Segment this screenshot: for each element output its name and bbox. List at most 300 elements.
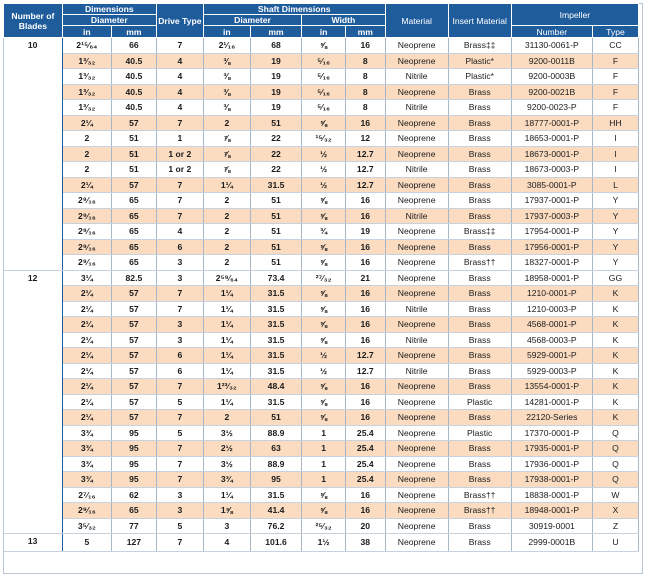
width-mm-cell: 16 (346, 503, 386, 519)
header-impeller: Impeller (511, 4, 638, 26)
material-cell: Nitrile (385, 208, 448, 224)
width-mm-cell: 16 (346, 317, 386, 333)
table-row (4, 131, 639, 147)
shaft-diameter-mm-cell: 31.5 (250, 286, 301, 302)
diameter-in-cell: 2⁹⁄₁₆ (62, 239, 111, 255)
shaft-diameter-mm-cell: 51 (250, 115, 301, 131)
shaft-diameter-mm-cell: 68 (250, 38, 301, 54)
table-row (4, 84, 639, 100)
table-row (4, 410, 639, 426)
drive-type-cell: 4 (156, 224, 203, 240)
shaft-diameter-in-cell: 1¼ (203, 348, 250, 364)
drive-type-cell: 3 (156, 317, 203, 333)
drive-type-cell: 4 (156, 84, 203, 100)
width-in-cell: ⅝ (302, 503, 346, 519)
impeller-type-cell: K (592, 394, 638, 410)
impeller-number-cell: 1210-0001-P (511, 286, 592, 302)
blade-count-cell: 12 (4, 270, 63, 534)
width-in-cell: 1 (302, 441, 346, 457)
shaft-diameter-in-cell: 2 (203, 208, 250, 224)
diameter-mm-cell: 65 (111, 239, 156, 255)
header-width-in: in (302, 26, 346, 38)
width-in-cell: ½ (302, 363, 346, 379)
table-row (4, 441, 639, 457)
shaft-diameter-mm-cell: 22 (250, 131, 301, 147)
diameter-mm-cell: 65 (111, 208, 156, 224)
table-row (4, 177, 639, 193)
shaft-diameter-mm-cell: 31.5 (250, 332, 301, 348)
impeller-number-cell: 9200-0023-P (511, 100, 592, 116)
impeller-type-cell: Y (592, 239, 638, 255)
drive-type-cell: 5 (156, 394, 203, 410)
impeller-number-cell: 4568-0001-P (511, 317, 592, 333)
drive-type-cell: 5 (156, 425, 203, 441)
diameter-in-cell: 3¾ (62, 441, 111, 457)
shaft-diameter-in-cell: ⅞ (203, 146, 250, 162)
impeller-number-cell: 18948-0001-P (511, 503, 592, 519)
shaft-diameter-mm-cell: 63 (250, 441, 301, 457)
width-mm-cell: 16 (346, 208, 386, 224)
drive-type-cell: 5 (156, 518, 203, 534)
impeller-number-cell: 17936-0001-P (511, 456, 592, 472)
material-cell: Neoprene (385, 472, 448, 488)
diameter-mm-cell: 57 (111, 348, 156, 364)
insert-material-cell: Brass (448, 177, 511, 193)
diameter-in-cell: 2 (62, 131, 111, 147)
table-row (4, 534, 639, 552)
width-in-cell: ⅝ (302, 115, 346, 131)
impeller-type-cell: K (592, 363, 638, 379)
impeller-number-cell: 9200-0011B (511, 53, 592, 69)
drive-type-cell: 6 (156, 363, 203, 379)
impeller-number-cell: 18653-0001-P (511, 131, 592, 147)
impeller-type-cell: K (592, 332, 638, 348)
table-row (4, 286, 639, 302)
impeller-number-cell: 3085-0001-P (511, 177, 592, 193)
material-cell: Neoprene (385, 487, 448, 503)
width-mm-cell: 12 (346, 131, 386, 147)
width-in-cell: ¹⁵⁄₃₂ (302, 131, 346, 147)
header-width: Width (302, 15, 385, 26)
material-cell: Neoprene (385, 255, 448, 271)
material-cell: Neoprene (385, 53, 448, 69)
impeller-number-cell: 18838-0001-P (511, 487, 592, 503)
table-row (4, 100, 639, 116)
width-in-cell: ⅝ (302, 487, 346, 503)
diameter-in-cell: 3¾ (62, 425, 111, 441)
width-in-cell: ⅝ (302, 410, 346, 426)
insert-material-cell: Plastic* (448, 69, 511, 85)
drive-type-cell: 7 (156, 456, 203, 472)
blade-count-cell: 10 (4, 38, 63, 271)
diameter-in-cell: 2⁹⁄₁₆ (62, 255, 111, 271)
impeller-number-cell: 18673-0003-P (511, 162, 592, 178)
shaft-diameter-mm-cell: 19 (250, 53, 301, 69)
diameter-in-cell: 2¼ (62, 410, 111, 426)
insert-material-cell: Brass‡‡ (448, 224, 511, 240)
drive-type-cell: 7 (156, 115, 203, 131)
width-in-cell: 1 (302, 456, 346, 472)
diameter-mm-cell: 40.5 (111, 100, 156, 116)
shaft-diameter-mm-cell: 22 (250, 146, 301, 162)
material-cell: Neoprene (385, 503, 448, 519)
diameter-in-cell: 2¼ (62, 363, 111, 379)
diameter-mm-cell: 95 (111, 441, 156, 457)
diameter-mm-cell: 57 (111, 410, 156, 426)
diameter-in-cell: 2¹⁵⁄₆₄ (62, 38, 111, 54)
width-in-cell: ⁵⁄₁₆ (302, 53, 346, 69)
width-mm-cell: 20 (346, 518, 386, 534)
diameter-in-cell: 2¼ (62, 394, 111, 410)
shaft-diameter-in-cell: 1¼ (203, 487, 250, 503)
width-mm-cell: 19 (346, 224, 386, 240)
width-in-cell: ⅝ (302, 38, 346, 54)
impeller-type-cell: Q (592, 425, 638, 441)
impeller-type-cell: K (592, 317, 638, 333)
drive-type-cell: 7 (156, 38, 203, 54)
shaft-diameter-mm-cell: 31.5 (250, 363, 301, 379)
impeller-type-cell: Y (592, 224, 638, 240)
material-cell: Neoprene (385, 394, 448, 410)
drive-type-cell: 7 (156, 177, 203, 193)
shaft-diameter-mm-cell: 19 (250, 100, 301, 116)
impeller-number-cell: 17370-0001-P (511, 425, 592, 441)
diameter-mm-cell: 51 (111, 131, 156, 147)
impeller-type-cell: GG (592, 270, 638, 286)
drive-type-cell: 6 (156, 348, 203, 364)
material-cell: Nitrile (385, 301, 448, 317)
diameter-mm-cell: 51 (111, 146, 156, 162)
impeller-type-cell: Y (592, 193, 638, 209)
insert-material-cell: Brass (448, 162, 511, 178)
material-cell: Neoprene (385, 410, 448, 426)
material-cell: Neoprene (385, 146, 448, 162)
table-header (4, 4, 639, 38)
insert-material-cell: Brass (448, 363, 511, 379)
shaft-diameter-mm-cell: 31.5 (250, 177, 301, 193)
drive-type-cell: 1 or 2 (156, 146, 203, 162)
impeller-number-cell: 9200-0021B (511, 84, 592, 100)
drive-type-cell: 4 (156, 53, 203, 69)
shaft-diameter-mm-cell: 48.4 (250, 379, 301, 395)
insert-material-cell: Brass†† (448, 255, 511, 271)
impeller-type-cell: U (592, 534, 638, 552)
diameter-in-cell: 5 (62, 534, 111, 552)
impeller-type-cell: HH (592, 115, 638, 131)
shaft-diameter-in-cell: 1⅝ (203, 503, 250, 519)
width-in-cell: ⅝ (302, 301, 346, 317)
insert-material-cell: Plastic (448, 394, 511, 410)
width-mm-cell: 16 (346, 301, 386, 317)
width-mm-cell: 16 (346, 255, 386, 271)
table-row (4, 317, 639, 333)
impeller-type-cell: F (592, 100, 638, 116)
width-in-cell: ⅝ (302, 332, 346, 348)
width-mm-cell: 38 (346, 534, 386, 552)
impeller-number-cell: 14281-0001-P (511, 394, 592, 410)
impeller-number-cell: 18673-0001-P (511, 146, 592, 162)
shaft-diameter-in-cell: 3½ (203, 456, 250, 472)
impeller-number-cell: 5929-0001-P (511, 348, 592, 364)
header-insert-material: Insert Material (448, 4, 511, 38)
shaft-diameter-mm-cell: 51 (250, 224, 301, 240)
shaft-diameter-in-cell: ⅞ (203, 131, 250, 147)
shaft-diameter-mm-cell: 101.6 (250, 534, 301, 552)
shaft-diameter-in-cell: 1¼ (203, 286, 250, 302)
impeller-type-cell: K (592, 379, 638, 395)
drive-type-cell: 7 (156, 379, 203, 395)
material-cell: Neoprene (385, 379, 448, 395)
impeller-number-cell: 30919-0001 (511, 518, 592, 534)
diameter-mm-cell: 95 (111, 472, 156, 488)
shaft-diameter-mm-cell: 31.5 (250, 394, 301, 410)
impeller-number-cell: 4568-0003-P (511, 332, 592, 348)
insert-material-cell: Brass (448, 115, 511, 131)
diameter-mm-cell: 65 (111, 224, 156, 240)
drive-type-cell: 7 (156, 193, 203, 209)
diameter-in-cell: 1³⁄₃₂ (62, 69, 111, 85)
shaft-diameter-in-cell: 2 (203, 224, 250, 240)
width-in-cell: ¾ (302, 224, 346, 240)
diameter-mm-cell: 57 (111, 363, 156, 379)
impeller-type-cell: I (592, 131, 638, 147)
diameter-mm-cell: 95 (111, 456, 156, 472)
table-row (4, 239, 639, 255)
impeller-number-cell: 18327-0001-P (511, 255, 592, 271)
diameter-in-cell: 1³⁄₃₂ (62, 84, 111, 100)
diameter-mm-cell: 51 (111, 162, 156, 178)
table-body (4, 38, 639, 552)
shaft-diameter-in-cell: 2⁵⁹⁄₆₄ (203, 270, 250, 286)
shaft-diameter-in-cell: 3½ (203, 425, 250, 441)
width-mm-cell: 21 (346, 270, 386, 286)
width-in-cell: ²⁷⁄₃₂ (302, 270, 346, 286)
drive-type-cell: 7 (156, 441, 203, 457)
diameter-in-cell: 2¼ (62, 115, 111, 131)
width-mm-cell: 16 (346, 38, 386, 54)
shaft-diameter-in-cell: 2 (203, 239, 250, 255)
header-width-mm: mm (346, 26, 386, 38)
impeller-type-cell: K (592, 301, 638, 317)
insert-material-cell: Brass (448, 146, 511, 162)
insert-material-cell: Brass†† (448, 487, 511, 503)
diameter-in-cell: 2 (62, 146, 111, 162)
table-row (4, 487, 639, 503)
impeller-number-cell: 1210-0003-P (511, 301, 592, 317)
drive-type-cell: 3 (156, 332, 203, 348)
diameter-mm-cell: 82.5 (111, 270, 156, 286)
table-row (4, 332, 639, 348)
header-shaft-mm: mm (250, 26, 301, 38)
header-number-of-blades: Number of Blades (4, 4, 63, 38)
width-in-cell: ²⁵⁄₃₂ (302, 518, 346, 534)
diameter-in-cell: 3¾ (62, 456, 111, 472)
shaft-diameter-mm-cell: 19 (250, 84, 301, 100)
diameter-mm-cell: 95 (111, 425, 156, 441)
insert-material-cell: Brass (448, 379, 511, 395)
impeller-type-cell: K (592, 348, 638, 364)
material-cell: Neoprene (385, 534, 448, 552)
impeller-type-cell: Q (592, 456, 638, 472)
insert-material-cell: Brass (448, 348, 511, 364)
diameter-in-cell: 2¼ (62, 379, 111, 395)
shaft-diameter-in-cell: 3¾ (203, 472, 250, 488)
impeller-number-cell: 13554-0001-P (511, 379, 592, 395)
diameter-mm-cell: 57 (111, 301, 156, 317)
shaft-diameter-in-cell: 2½ (203, 441, 250, 457)
width-in-cell: ⅝ (302, 239, 346, 255)
shaft-diameter-in-cell: 2 (203, 115, 250, 131)
insert-material-cell: Brass (448, 131, 511, 147)
material-cell: Nitrile (385, 162, 448, 178)
insert-material-cell: Brass (448, 193, 511, 209)
diameter-in-cell: 2¼ (62, 317, 111, 333)
table-row (4, 146, 639, 162)
table-row (4, 518, 639, 534)
width-mm-cell: 8 (346, 53, 386, 69)
diameter-in-cell: 2¼ (62, 348, 111, 364)
shaft-diameter-in-cell: ⅞ (203, 162, 250, 178)
drive-type-cell: 3 (156, 503, 203, 519)
diameter-mm-cell: 65 (111, 503, 156, 519)
impeller-type-cell: Q (592, 472, 638, 488)
table-row (4, 456, 639, 472)
impeller-type-cell: CC (592, 38, 638, 54)
drive-type-cell: 3 (156, 255, 203, 271)
insert-material-cell: Brass (448, 84, 511, 100)
header-impeller-number: Number (511, 26, 592, 38)
shaft-diameter-in-cell: 1¼ (203, 363, 250, 379)
diameter-in-cell: 2⁹⁄₁₆ (62, 208, 111, 224)
shaft-diameter-mm-cell: 88.9 (250, 425, 301, 441)
impeller-number-cell: 9200-0003B (511, 69, 592, 85)
table-row (4, 38, 639, 54)
shaft-diameter-mm-cell: 41.4 (250, 503, 301, 519)
material-cell: Neoprene (385, 38, 448, 54)
width-mm-cell: 12.7 (346, 363, 386, 379)
diameter-mm-cell: 65 (111, 255, 156, 271)
insert-material-cell: Brass (448, 270, 511, 286)
width-mm-cell: 16 (346, 394, 386, 410)
diameter-mm-cell: 57 (111, 177, 156, 193)
material-cell: Neoprene (385, 441, 448, 457)
drive-type-cell: 7 (156, 301, 203, 317)
diameter-mm-cell: 127 (111, 534, 156, 552)
diameter-in-cell: 2⁹⁄₁₆ (62, 224, 111, 240)
drive-type-cell: 3 (156, 487, 203, 503)
header-impeller-type: Type (592, 26, 638, 38)
width-in-cell: ⅝ (302, 255, 346, 271)
impeller-type-cell: Z (592, 518, 638, 534)
width-mm-cell: 8 (346, 100, 386, 116)
shaft-diameter-in-cell: 1¼ (203, 332, 250, 348)
header-shaft-dimensions: Shaft Dimensions (203, 4, 385, 15)
header-material: Material (385, 4, 448, 38)
material-cell: Neoprene (385, 348, 448, 364)
shaft-diameter-mm-cell: 31.5 (250, 487, 301, 503)
width-in-cell: ⅝ (302, 208, 346, 224)
width-mm-cell: 12.7 (346, 177, 386, 193)
insert-material-cell: Brass (448, 534, 511, 552)
width-mm-cell: 16 (346, 410, 386, 426)
shaft-diameter-mm-cell: 51 (250, 255, 301, 271)
material-cell: Nitrile (385, 363, 448, 379)
drive-type-cell: 7 (156, 472, 203, 488)
width-in-cell: ⁵⁄₁₆ (302, 69, 346, 85)
impeller-type-cell: I (592, 162, 638, 178)
insert-material-cell: Brass (448, 208, 511, 224)
impeller-number-cell: 31130-0061-P (511, 38, 592, 54)
impeller-type-cell: I (592, 146, 638, 162)
shaft-diameter-in-cell: ⅜ (203, 53, 250, 69)
diameter-mm-cell: 65 (111, 193, 156, 209)
impeller-number-cell: 18958-0001-P (511, 270, 592, 286)
drive-type-cell: 6 (156, 239, 203, 255)
table-row (4, 379, 639, 395)
table-row (4, 193, 639, 209)
insert-material-cell: Brass‡‡ (448, 38, 511, 54)
shaft-diameter-in-cell: 1¼ (203, 317, 250, 333)
width-mm-cell: 25.4 (346, 472, 386, 488)
material-cell: Neoprene (385, 456, 448, 472)
diameter-mm-cell: 40.5 (111, 84, 156, 100)
diameter-in-cell: 2¼ (62, 332, 111, 348)
shaft-diameter-in-cell: 2 (203, 193, 250, 209)
material-cell: Neoprene (385, 286, 448, 302)
header-drive-type: Drive Type (156, 4, 203, 38)
shaft-diameter-mm-cell: 31.5 (250, 348, 301, 364)
insert-material-cell: Brass (448, 410, 511, 426)
material-cell: Nitrile (385, 100, 448, 116)
width-in-cell: 1½ (302, 534, 346, 552)
shaft-diameter-mm-cell: 31.5 (250, 317, 301, 333)
width-mm-cell: 16 (346, 379, 386, 395)
material-cell: Neoprene (385, 193, 448, 209)
width-in-cell: ½ (302, 146, 346, 162)
material-cell: Nitrile (385, 69, 448, 85)
header-dimensions: Dimensions (62, 4, 156, 15)
width-in-cell: 1 (302, 472, 346, 488)
impeller-number-cell: 17937-0003-P (511, 208, 592, 224)
width-in-cell: ½ (302, 162, 346, 178)
table-row (4, 69, 639, 85)
shaft-diameter-in-cell: 1²³⁄₃₂ (203, 379, 250, 395)
width-mm-cell: 12.7 (346, 162, 386, 178)
shaft-diameter-in-cell: 4 (203, 534, 250, 552)
impeller-number-cell: 2999-0001B (511, 534, 592, 552)
width-in-cell: ⅝ (302, 193, 346, 209)
material-cell: Neoprene (385, 518, 448, 534)
insert-material-cell: Brass (448, 286, 511, 302)
insert-material-cell: Plastic (448, 425, 511, 441)
impeller-type-cell: F (592, 84, 638, 100)
width-mm-cell: 16 (346, 115, 386, 131)
width-mm-cell: 12.7 (346, 146, 386, 162)
impeller-number-cell: 17938-0001-P (511, 472, 592, 488)
table-row (4, 503, 639, 519)
impeller-type-cell: X (592, 503, 638, 519)
width-in-cell: ⅝ (302, 379, 346, 395)
shaft-diameter-in-cell: 1¼ (203, 177, 250, 193)
insert-material-cell: Brass (448, 456, 511, 472)
diameter-mm-cell: 57 (111, 394, 156, 410)
drive-type-cell: 7 (156, 410, 203, 426)
impeller-type-cell: Q (592, 441, 638, 457)
material-cell: Nitrile (385, 332, 448, 348)
table-row (4, 425, 639, 441)
diameter-mm-cell: 57 (111, 286, 156, 302)
diameter-in-cell: 2¼ (62, 177, 111, 193)
